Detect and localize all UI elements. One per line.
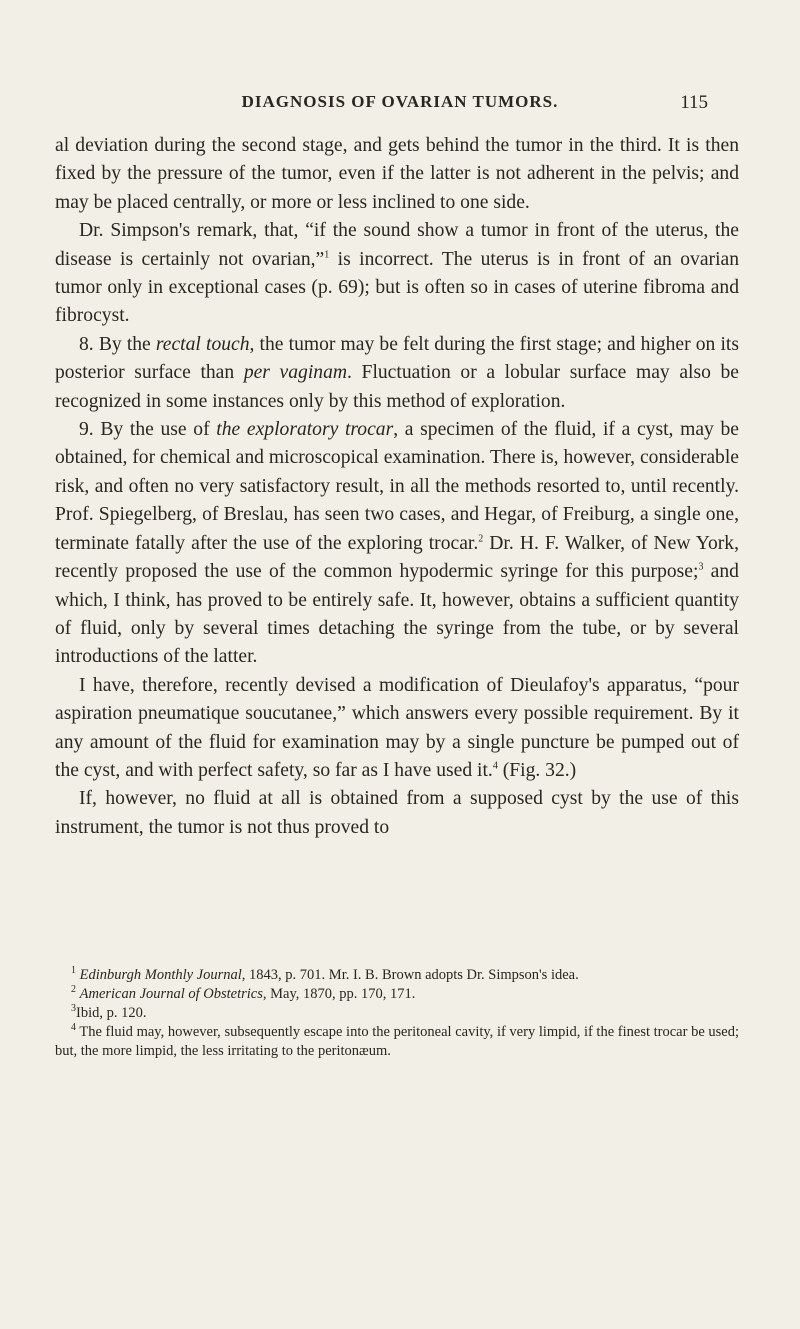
paragraph-5 <box>55 672 739 786</box>
paragraph-4-italic-1: the exploratory trocar <box>216 419 394 441</box>
footnote-3-number: 3 <box>71 1003 76 1015</box>
footnotes <box>55 966 739 1061</box>
paragraph-5-text-b: (Fig. 32.) <box>497 759 577 781</box>
footnote-2-italic: American Journal of Obstetrics <box>79 986 263 1002</box>
paragraph-3-text-b: , the tumor may be felt during the first stage; and higher on its posterior surface than <box>55 333 739 384</box>
page-number: 115 <box>680 92 708 113</box>
footnote-1-number: 1 <box>71 965 76 977</box>
paragraph-4-text-c: Dr. H. F. Walker, of New York, recently proposed the use of the common hypodermic syringe for this purpose; <box>55 532 739 583</box>
footnote-ref-2: 2 <box>478 533 484 545</box>
footnote-ref-1: 1 <box>324 249 330 261</box>
footnote-4 <box>55 1023 739 1061</box>
paragraph-6 <box>55 785 739 842</box>
footnote-3 <box>55 1004 739 1023</box>
paragraph-1 <box>55 132 739 217</box>
paragraph-4-text-a: 9. By the use of <box>79 419 217 441</box>
footnote-3-text: Ibid, p. 120. <box>76 1005 147 1021</box>
paragraph-3 <box>55 331 739 416</box>
paragraph-3-text-c: . Fluctuation or a lobular surface may also be recognized in some instances only by this method of exploration. <box>55 362 739 412</box>
paragraph-4 <box>55 416 739 672</box>
paragraph-4-text-b: , a specimen of the fluid, if a cyst, may be obtained, for chemical and microscopical examination. There is, however, considerable risk, and often no very satisfactory result, in all the methods resorted to, until recently. Prof. Spiegelberg, of Breslau, has seen two cases, and Hegar, of Freiburg, a single one, terminate fatally after the use of the exploring trocar. <box>55 419 739 554</box>
paragraph-2-text-b: is incorrect. The uterus is in front of an ovarian tumor only in exceptional cases (p. 69); but is often so in cases of uterine fibroma and fibrocyst. <box>55 248 740 327</box>
paragraph-6-text: If, however, no fluid at all is obtained from a supposed cyst by the use of this instrument, the tumor is not thus proved to <box>55 788 739 838</box>
paragraph-3-text-a: 8. By the <box>79 333 156 355</box>
footnote-ref-4: 4 <box>492 760 498 772</box>
footnote-1-text: , 1843, p. 701. Mr. I. B. Brown adopts Dr. Simpson's idea. <box>241 967 579 983</box>
footnote-1-italic: Edinburgh Monthly Journal <box>79 967 242 983</box>
paragraph-5-text-a: I have, therefore, recently devised a modification of Dieulafoy's apparatus, “pour aspiration pneumatique soucutanee,” which answers every possible requirement. By it any amount of the fluid for examination may by a single puncture be pumped out of the cyst, and with perfect safety, so far as I have used it. <box>55 674 739 781</box>
footnote-1 <box>55 966 739 985</box>
page-header <box>0 92 800 120</box>
paragraph-2-text-a: Dr. Simpson's remark, that, “if the sound show a tumor in front of the uterus, the disease is certainly not ovarian,” <box>55 220 739 270</box>
footnote-4-number: 4 <box>71 1022 76 1034</box>
body-text <box>55 132 739 842</box>
paragraph-2 <box>55 217 739 331</box>
paragraph-4-text-d: and which, I think, has proved to be entirely safe. It, however, obtains a sufficient quantity of fluid, only by several times detaching the syringe from the tube, or by several introductions of the latter. <box>55 561 739 668</box>
paragraph-1-text: al deviation during the second stage, and gets behind the tumor in the third. It is then fixed by the pressure of the tumor, even if the latter is not adherent in the pelvis; and may be placed centrally, or more or less inclined to one side. <box>55 135 739 213</box>
paragraph-3-italic-1: rectal touch <box>155 333 250 355</box>
footnote-2-number: 2 <box>71 984 76 996</box>
running-head: DIAGNOSIS OF OVARIAN TUMORS. <box>241 92 559 111</box>
footnote-ref-3: 3 <box>698 561 704 573</box>
footnote-4-text: The fluid may, however, subsequently escape into the peritoneal cavity, if very limpid, if the finest trocar be used; but, the more limpid, the less irritating to the peritonæum. <box>55 1024 739 1059</box>
paragraph-3-italic-2: per vaginam <box>243 362 348 384</box>
footnote-2-text: , May, 1870, pp. 170, 171. <box>262 986 416 1002</box>
footnote-2 <box>55 985 739 1004</box>
